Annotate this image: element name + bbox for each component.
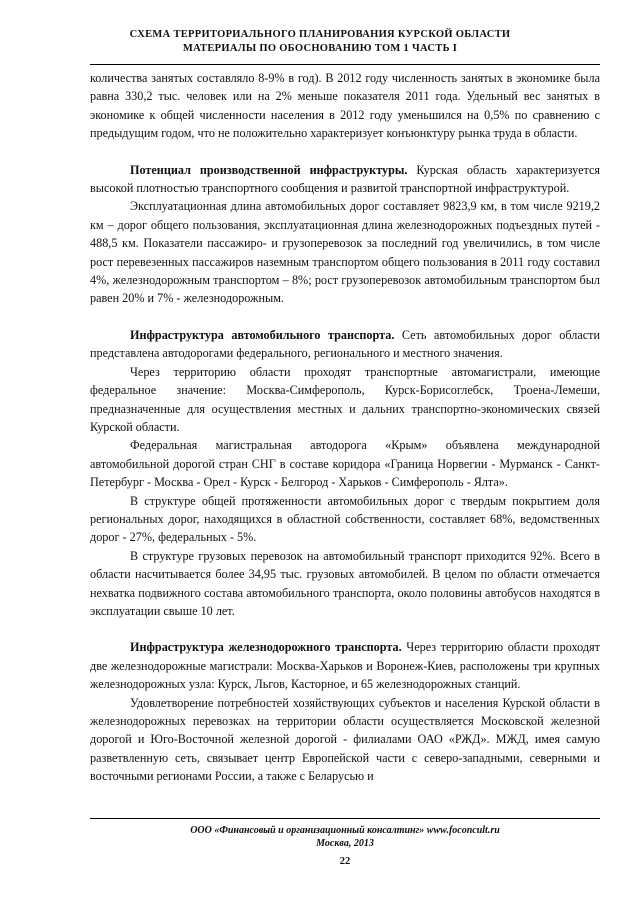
section-heading: Инфраструктура автомобильного транспорта.: [130, 327, 395, 342]
section-heading: Инфраструктура железнодорожного транспорта.: [130, 640, 402, 655]
paragraph: В структуре грузовых перевозок на автомобильный транспорт приходится 92%. Всего в области насчитывается более 34,95 тыс. грузовых автомобилей. В целом по области отмечается нехватка подвижного состава автомобильного транспорта, около половины автобусов находятся в эксплуатации свыше 10 лет.: [90, 548, 600, 618]
page-number: 22: [339, 856, 351, 867]
footer-company: ООО «Финансовый и организационный консалтинг» www.foconcult.ru: [190, 825, 500, 836]
paragraph: Инфраструктура автомобильного транспорта. Сеть автомобильных дорог области представлена автодорогами федерального, регионального и местного значения.: [90, 327, 600, 361]
header-title: СХЕМА ТЕРРИТОРИАЛЬНОГО ПЛАНИРОВАНИЯ КУРСКОЙ ОБЛАСТИ: [129, 29, 511, 40]
footer-divider: [90, 818, 600, 819]
paragraph: количества занятых составляло 8-9% в год). В 2012 году численность занятых в экономике была равна 330,2 тыс. человек или на 2% меньше показателя 2011 года. Удельный вес занятых в экономике к общей численности населения в 2012 году уменьшился на 0,5% по сравнению с предыдущим годом, что не положительно характеризует конъюнктуру рынка труда в области.: [90, 71, 600, 141]
paragraph: Через территорию области проходят транспортные автомагистрали, имеющие федеральное значение: Москва-Симферополь, Курск-Борисоглебск, Троена-Лемеши, предназначенные для осуществления местных и дальних транспортно-экономических связей Курской области.: [90, 364, 600, 434]
paragraph: Потенциал производственной инфраструктуры. Курская область характеризуется высокой плотностью транспортного сообщения и развитой транспортной инфраструктурой.: [90, 162, 600, 196]
footer-location: Москва, 2013: [316, 838, 374, 849]
paragraph: Федеральная магистральная автодорога «Крым» объявлена международной автомобильной дорогой стран СНГ в составе коридора «Граница Норвегии - Мурманск - Санкт-Петербург - Москва - Орел - Курск - Белгород - Харьков - Симферополь - Ялта».: [90, 438, 600, 490]
paragraph: В структуре общей протяженности автомобильных дорог с твердым покрытием доля региональных дорог, находящихся в областной собственности, составляет 68%, ведомственных дорог - 27%, федеральных - 5%.: [90, 493, 600, 545]
header-subtitle: МАТЕРИАЛЫ ПО ОБОСНОВАНИЮ ТОМ 1 ЧАСТЬ I: [182, 43, 458, 54]
paragraph: Инфраструктура железнодорожного транспорта. Через территорию области проходят две железнодорожные магистрали: Москва-Харьков и Воронеж-Киев, расположены три крупных железнодорожных узла: Курск, Льгов, Касторное, и 65 железнодорожных станций.: [90, 640, 600, 692]
document-footer: [90, 824, 600, 850]
header-divider: [90, 64, 600, 65]
paragraph: Эксплуатационная длина автомобильных дорог составляет 9823,9 км, в том числе 9219,2 км – дорог общего пользования, эксплуатационная длина железнодорожных подъездных путей - 488,5 км. Показатели пассажиро- и грузоперевозок за последний год увеличились, в том числе рост перевезенных пассажиров наземным транспортом общего пользования в 2011 году составил 4%, железнодорожным транспортом – 8%; рост грузоперевозок автомобильным транспортом был равен 20% и 7% - железнодорожным.: [90, 199, 600, 306]
section-heading: Потенциал производственной инфраструктуры.: [130, 162, 408, 177]
document-body: [90, 69, 600, 786]
paragraph: Удовлетворение потребностей хозяйствующих субъектов и населения Курской области в железнодорожных перевозках на территории области осуществляется Московской железной дорогой и Юго-Восточной железной дорогой - филиалами ОАО «РЖД». МЖД, имея самую разветвленную сеть, связывает центр Европейской части с северо-западными, северными и восточными регионами России, а также с Беларусью и: [90, 695, 600, 784]
document-header: [90, 28, 550, 56]
